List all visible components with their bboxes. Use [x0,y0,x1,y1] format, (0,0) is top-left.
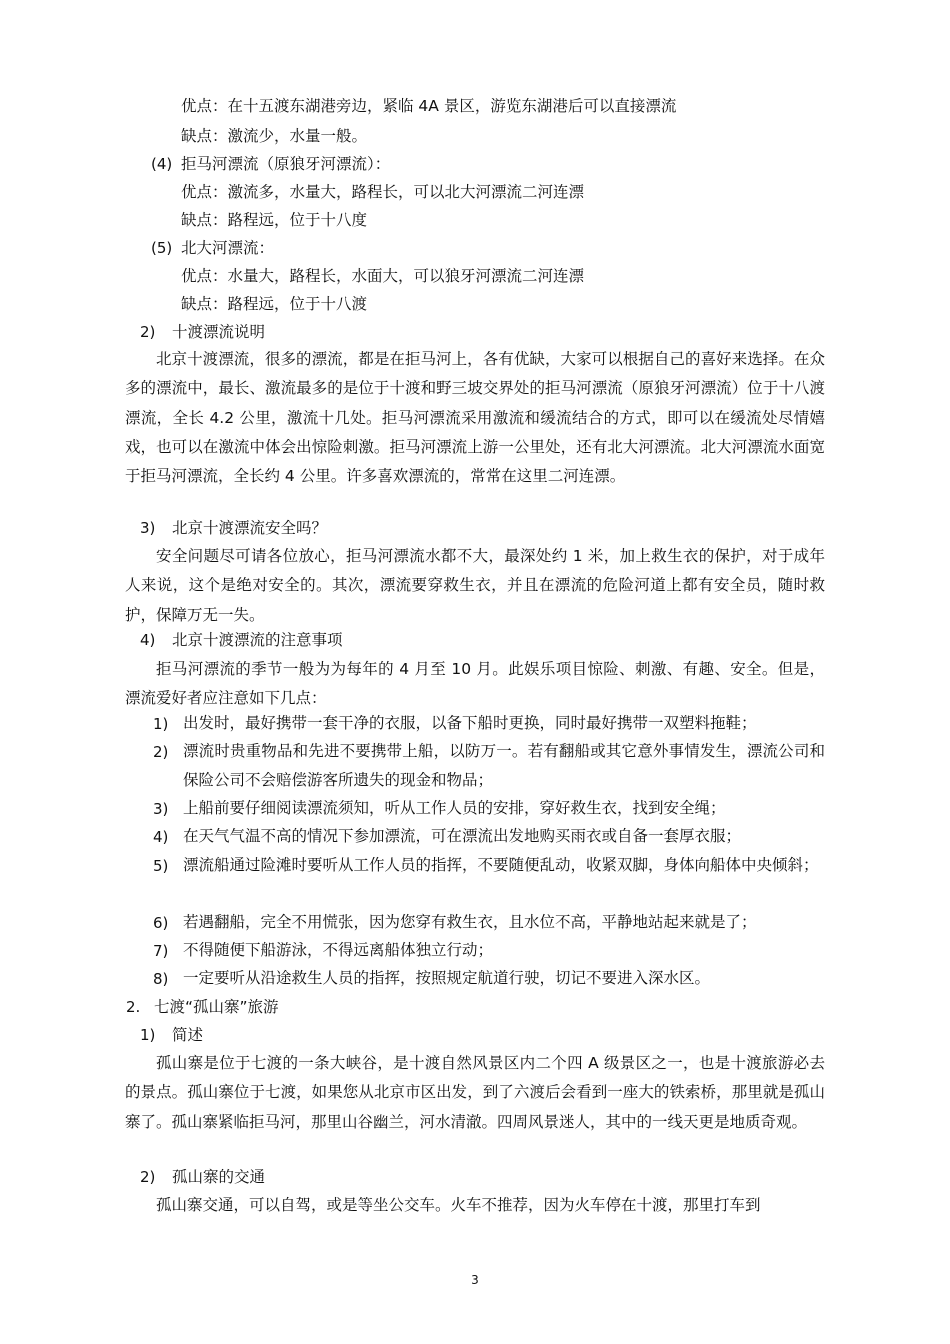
paragraph-gushanzhai-overview: 孤山寨是位于七渡的一条大峡谷，是十渡自然风景区内二个四 A 级景区之一，也是十渡旅游必去的景点。孤山寨位于七渡，如果您从北京市区出发，到了六渡后会看到一座大的铁索桥，那里就是孤山寨了。孤山寨紧临拒马河，那里山谷幽兰，河水清澈。四周风景迷人，其中的一线天更是地质奇观。 [125,1054,825,1131]
item5-number: (5) [151,239,173,257]
subheading-2b-title: 孤山寨的交通 [172,1168,266,1186]
list-item-text: 出发时，最好携带一套干净的衣服，以备下船时更换，同时最好携带一双塑料拖鞋； [183,714,757,732]
subheading-2b-number: 2) [140,1168,156,1186]
item4-number: (4) [151,155,173,173]
subheading-4-title: 北京十渡漂流的注意事项 [172,631,343,649]
list-item-number: 3) [153,800,169,818]
item4-title: 拒马河漂流（原狼牙河漂流）： [181,155,391,173]
item5-title: 北大河漂流： [181,239,275,257]
subheading-2-number: 2) [140,323,156,341]
paragraph-rafting-description: 北京十渡漂流，很多的漂流，都是在拒马河上，各有优缺，大家可以根据自己的喜好来选择。在众多的漂流中，最长、激流最多的是位于十渡和野三坡交界处的拒马河漂流（原狼牙河漂流）位于十八渡漂流，全长 4.2 公里，激流十几处。拒马河漂流采用激流和缓流结合的方式，即可以在缓流处尽情嬉戏，也可以在激流中体会出惊险刺激。拒马河漂流上游一公里处，还有北大河漂流。北大河漂流水面宽于拒马河漂流，全长约 4 公里。许多喜欢漂流的，常常在这里二河连漂。 [125,350,825,486]
item5-con: 缺点：路程远，位于十八渡 [181,295,368,313]
item5-pro: 优点：水量大，路程长，水面大，可以狼牙河漂流二河连漂 [181,267,585,285]
page-number: 3 [471,1273,479,1287]
item4-con: 缺点：路程远，位于十八度 [181,211,368,229]
list-item-text: 漂流时贵重物品和先进不要携带上船，以防万一。若有翻船或其它意外事情发生，漂流公司和保险公司不会赔偿游客所遗失的现金和物品； [183,742,825,789]
subheading-1-number: 1) [140,1026,156,1044]
list-item-text: 一定要听从沿途救生人员的指挥，按照规定航道行驶，切记不要进入深水区。 [183,969,711,987]
list-item-number: 2) [153,743,169,761]
item3-con: 缺点：激流少，水量一般。 [181,127,368,145]
list-item-text: 漂流船通过险滩时要听从工作人员的指挥，不要随便乱动，收紧双脚，身体向船体中央倾斜； [183,856,819,874]
list-item-number: 4) [153,828,169,846]
list-item-number: 8) [153,970,169,988]
subheading-4-number: 4) [140,631,156,649]
list-item-text: 不得随便下船游泳，不得远离船体独立行动； [183,941,494,959]
list-item-number: 6) [153,914,169,932]
item3-pro: 优点：在十五渡东湖港旁边，紧临 4A 景区，游览东湖港后可以直接漂流 [181,97,677,115]
subheading-2-title: 十渡漂流说明 [172,323,266,341]
list-item-text: 在天气气温不高的情况下参加漂流，可在漂流出发地购买雨衣或自备一套厚衣服； [183,827,742,845]
section-2-number: 2. [126,998,141,1016]
subheading-3-number: 3) [140,519,156,537]
list-item-number: 5) [153,857,169,875]
item4-pro: 优点：激流多，水量大，路程长，可以北大河漂流二河连漂 [181,183,585,201]
paragraph-safety: 安全问题尽可请各位放心，拒马河漂流水都不大，最深处约 1 米，加上救生衣的保护，对于成年人来说，这个是绝对安全的。其次，漂流要穿救生衣，并且在漂流的危险河道上都有安全员，随时救护，保障万无一失。 [125,547,825,624]
paragraph-notes-intro: 拒马河漂流的季节一般为为每年的 4 月至 10 月。此娱乐项目惊险、刺激、有趣、安全。但是，漂流爱好者应注意如下几点： [125,660,825,708]
list-item-number: 1) [153,715,169,733]
list-item-text: 若遇翻船，完全不用慌张，因为您穿有救生衣，且水位不高，平静地站起来就是了； [183,913,757,931]
section-2-title: 七渡“孤山寨”旅游 [154,998,279,1016]
list-item-text: 上船前要仔细阅读漂流须知，听从工作人员的安排，穿好救生衣，找到安全绳； [183,799,726,817]
paragraph-gushanzhai-transport: 孤山寨交通，可以自驾，或是等坐公交车。火车不推荐，因为火车停在十渡，那里打车到 [156,1196,761,1214]
subheading-1-title: 简述 [172,1026,204,1044]
subheading-3-title: 北京十渡漂流安全吗？ [172,519,328,537]
list-item-number: 7) [153,942,169,960]
